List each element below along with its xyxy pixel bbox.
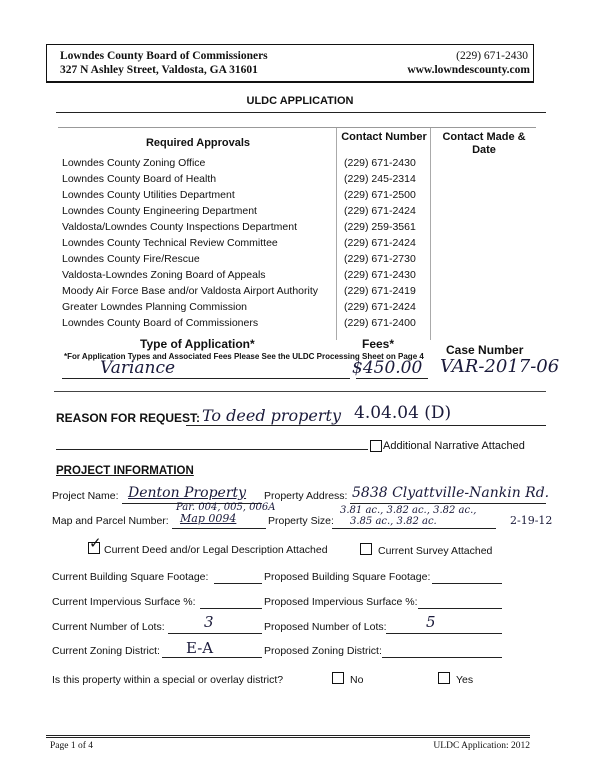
col-contact-made: Contact Made & Date (442, 131, 526, 156)
deed-checkbox[interactable] (88, 535, 102, 554)
current-sqft-label: Current Building Square Footage: (52, 571, 209, 583)
approval-name: Lowndes County Engineering Department (62, 205, 257, 217)
additional-narrative-label: Additional Narrative Attached (383, 440, 525, 452)
current-lots-value[interactable]: 3 (204, 613, 214, 631)
approval-phone: (229) 259-3561 (344, 221, 416, 233)
current-zoning-value[interactable]: E-A (186, 639, 214, 657)
property-size-line2[interactable]: 3.85 ac., 3.82 ac. (350, 516, 437, 527)
proposed-zoning-label: Proposed Zoning District: (264, 645, 382, 657)
current-sqft-line (214, 583, 262, 584)
property-size-line (332, 528, 496, 529)
additional-narrative-checkbox[interactable] (370, 440, 382, 452)
property-size-line1[interactable]: 3.81 ac., 3.82 ac., 3.82 ac., (340, 505, 477, 516)
approval-phone: (229) 671-2424 (344, 301, 416, 313)
type-of-application-label: Type of Application* (140, 337, 255, 351)
footer-page: Page 1 of 4 (50, 741, 94, 751)
header-phone: (229) 671-2430 (456, 50, 528, 62)
footer-rule (46, 735, 530, 738)
map-parcel-line (172, 528, 266, 529)
col-required-approvals: Required Approvals (145, 137, 251, 149)
approval-name: Lowndes County Technical Review Committee (62, 237, 278, 249)
overlay-no-label: No (350, 674, 364, 686)
approval-name: Lowndes County Board of Health (62, 173, 217, 185)
approval-name: Lowndes County Utilities Department (62, 189, 235, 201)
approval-phone: (229) 245-2314 (344, 173, 416, 185)
approval-name: Moody Air Force Base and/or Valdosta Airport Authority (62, 285, 319, 297)
approval-name: Valdosta-Lowndes Zoning Board of Appeals (62, 269, 266, 281)
org-address: 327 N Ashley Street, Valdosta, GA 31601 (60, 64, 258, 76)
property-size-label: Property Size: (268, 515, 334, 527)
project-name-value[interactable]: Denton Property (128, 485, 247, 501)
reason-code[interactable]: 4.04.04 (D) (354, 403, 452, 423)
approval-phone: (229) 671-2730 (344, 253, 416, 265)
current-zoning-label: Current Zoning District: (52, 645, 160, 657)
application-type-value[interactable]: Variance (100, 358, 176, 378)
checkmark-icon: ✓ (89, 535, 102, 552)
current-impervious-line (200, 608, 262, 609)
parcel-numbers-value[interactable]: Par. 004, 005, 006A (176, 502, 276, 513)
approval-name: Valdosta/Lowndes County Inspections Department (62, 221, 298, 233)
proposed-lots-label: Proposed Number of Lots: (264, 621, 387, 633)
approval-phone: (229) 671-2424 (344, 237, 416, 249)
proposed-lots-line (386, 633, 502, 634)
survey-checkbox[interactable] (360, 543, 372, 555)
survey-label: Current Survey Attached (378, 545, 493, 557)
fees-label: Fees* (362, 337, 395, 351)
reason-label: REASON FOR REQUEST: (56, 411, 201, 425)
fees-value[interactable]: $450.00 (352, 358, 423, 378)
proposed-lots-value[interactable]: 5 (426, 613, 436, 631)
reason-line-2 (56, 449, 368, 450)
map-parcel-label: Map and Parcel Number: (52, 515, 169, 527)
fees-note: *For Application Types and Associated Fees Please See the ULDC Processing Sheet on Page 4 (64, 352, 424, 361)
deed-label: Current Deed and/or Legal Description Attached (104, 544, 328, 556)
case-number-value[interactable]: VAR-2017-06 (440, 356, 560, 377)
approval-phone: (229) 671-2500 (344, 189, 416, 201)
col-contact-number: Contact Number (341, 131, 427, 143)
project-name-label: Project Name: (52, 490, 119, 502)
org-name: Lowndes County Board of Commissioners (60, 50, 268, 62)
proposed-sqft-line (432, 583, 502, 584)
approval-name: Lowndes County Zoning Office (62, 157, 206, 169)
proposed-impervious-line (418, 608, 502, 609)
map-value[interactable]: Map 0094 (180, 512, 237, 525)
project-info-heading: PROJECT INFORMATION (56, 465, 194, 477)
header-website: www.lowndescounty.com (407, 64, 530, 76)
proposed-sqft-label: Proposed Building Square Footage: (264, 571, 431, 583)
overlay-yes-label: Yes (456, 674, 474, 686)
approval-name: Lowndes County Board of Commissioners (62, 317, 259, 329)
approval-phone: (229) 671-2400 (344, 317, 416, 329)
case-number-label: Case Number (446, 343, 524, 357)
proposed-zoning-line (382, 657, 502, 658)
date-note: 2-19-12 (510, 514, 553, 527)
approval-phone: (229) 671-2430 (344, 157, 416, 169)
approval-phone: (229) 671-2430 (344, 269, 416, 281)
reason-line-1 (186, 425, 546, 426)
property-address-line (350, 503, 546, 504)
form-title: ULDC APPLICATION (246, 95, 354, 107)
property-address-label: Property Address: (264, 490, 348, 502)
footer-doc: ULDC Application: 2012 (433, 741, 530, 751)
fees-rule (356, 378, 428, 379)
approval-name: Lowndes County Fire/Rescue (62, 253, 200, 265)
title-rule (56, 112, 546, 113)
section-rule (54, 391, 546, 392)
approval-name: Greater Lowndes Planning Commission (62, 301, 248, 313)
overlay-yes-checkbox[interactable] (438, 672, 450, 684)
proposed-impervious-label: Proposed Impervious Surface %: (264, 596, 418, 608)
current-impervious-label: Current Impervious Surface %: (52, 596, 196, 608)
current-lots-label: Current Number of Lots: (52, 621, 165, 633)
overlay-question: Is this property within a special or overlay district? (52, 674, 284, 686)
current-zoning-line (162, 657, 262, 658)
approval-phone: (229) 671-2424 (344, 205, 416, 217)
overlay-no-checkbox[interactable] (332, 672, 344, 684)
approval-phone: (229) 671-2419 (344, 285, 416, 297)
reason-value[interactable]: To deed property (202, 406, 342, 425)
property-address-value[interactable]: 5838 Clyattville-Nankin Rd. (352, 485, 550, 501)
application-rule (62, 378, 350, 379)
current-lots-line (168, 633, 262, 634)
